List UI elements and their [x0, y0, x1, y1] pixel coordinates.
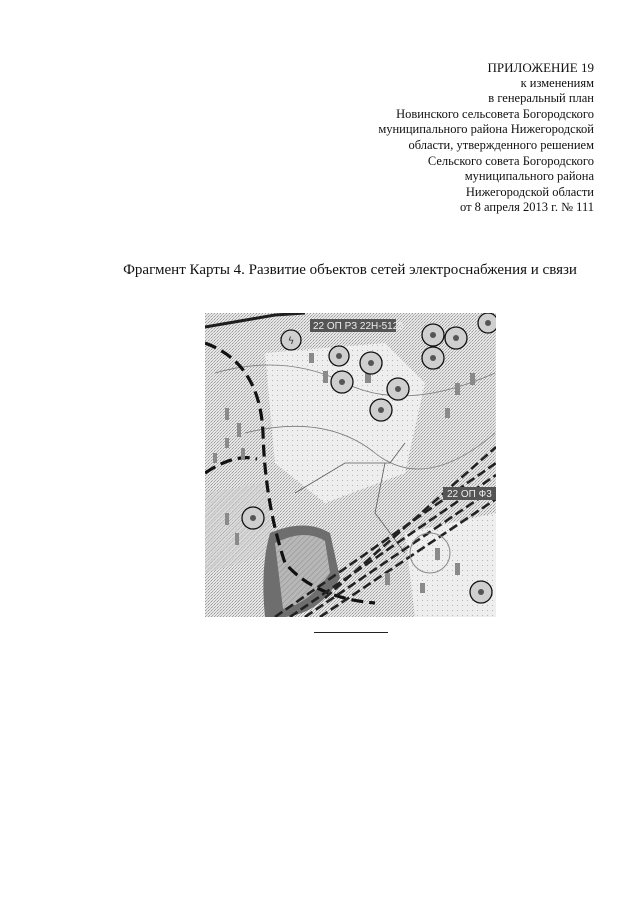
appendix-line: Новинского сельсовета Богородского: [396, 106, 594, 121]
appendix-date-line: от 8 апреля 2013 г. № 111: [460, 200, 594, 215]
transformer-icon: [331, 371, 353, 393]
appendix-line: Нижегородской области: [465, 184, 594, 199]
line-label-right: 22 ОП Ф3: [447, 489, 492, 500]
map-fragment: [205, 313, 496, 617]
transformer-icon: [281, 330, 301, 350]
appendix-title: ПРИЛОЖЕНИЕ 19: [487, 60, 594, 75]
transformer-icon: [329, 346, 349, 366]
line-label-top: 22 ОП РЗ 22Н-5125: [313, 321, 404, 332]
transformer-icon: [242, 507, 264, 529]
map-caption-text: Фрагмент Карты 4. Развитие объектов сетей электроснабжения и связи: [123, 262, 577, 278]
map-image: [205, 313, 496, 617]
transformer-icon: [387, 378, 409, 400]
appendix-header: [294, 60, 594, 216]
appendix-line: муниципального района: [464, 169, 594, 184]
map-caption: [0, 261, 640, 279]
appendix-line: в генеральный план: [488, 91, 594, 106]
transformer-icon: [360, 352, 382, 374]
transformer-icon: [470, 581, 492, 603]
appendix-line: муниципального района Нижегородской: [378, 122, 594, 137]
transformer-icon: [370, 399, 392, 421]
end-separator-line: [314, 632, 388, 633]
transformer-icon: [478, 313, 496, 333]
transformer-icon: [422, 347, 444, 369]
transformer-icon: [445, 327, 467, 349]
transformer-icon: [422, 324, 444, 346]
appendix-line: к изменениям: [520, 75, 594, 90]
appendix-line: Сельского совета Богородского: [427, 153, 594, 168]
svg-text:ϟ: ϟ: [287, 336, 295, 347]
appendix-line: области, утвержденного решением: [408, 137, 594, 152]
